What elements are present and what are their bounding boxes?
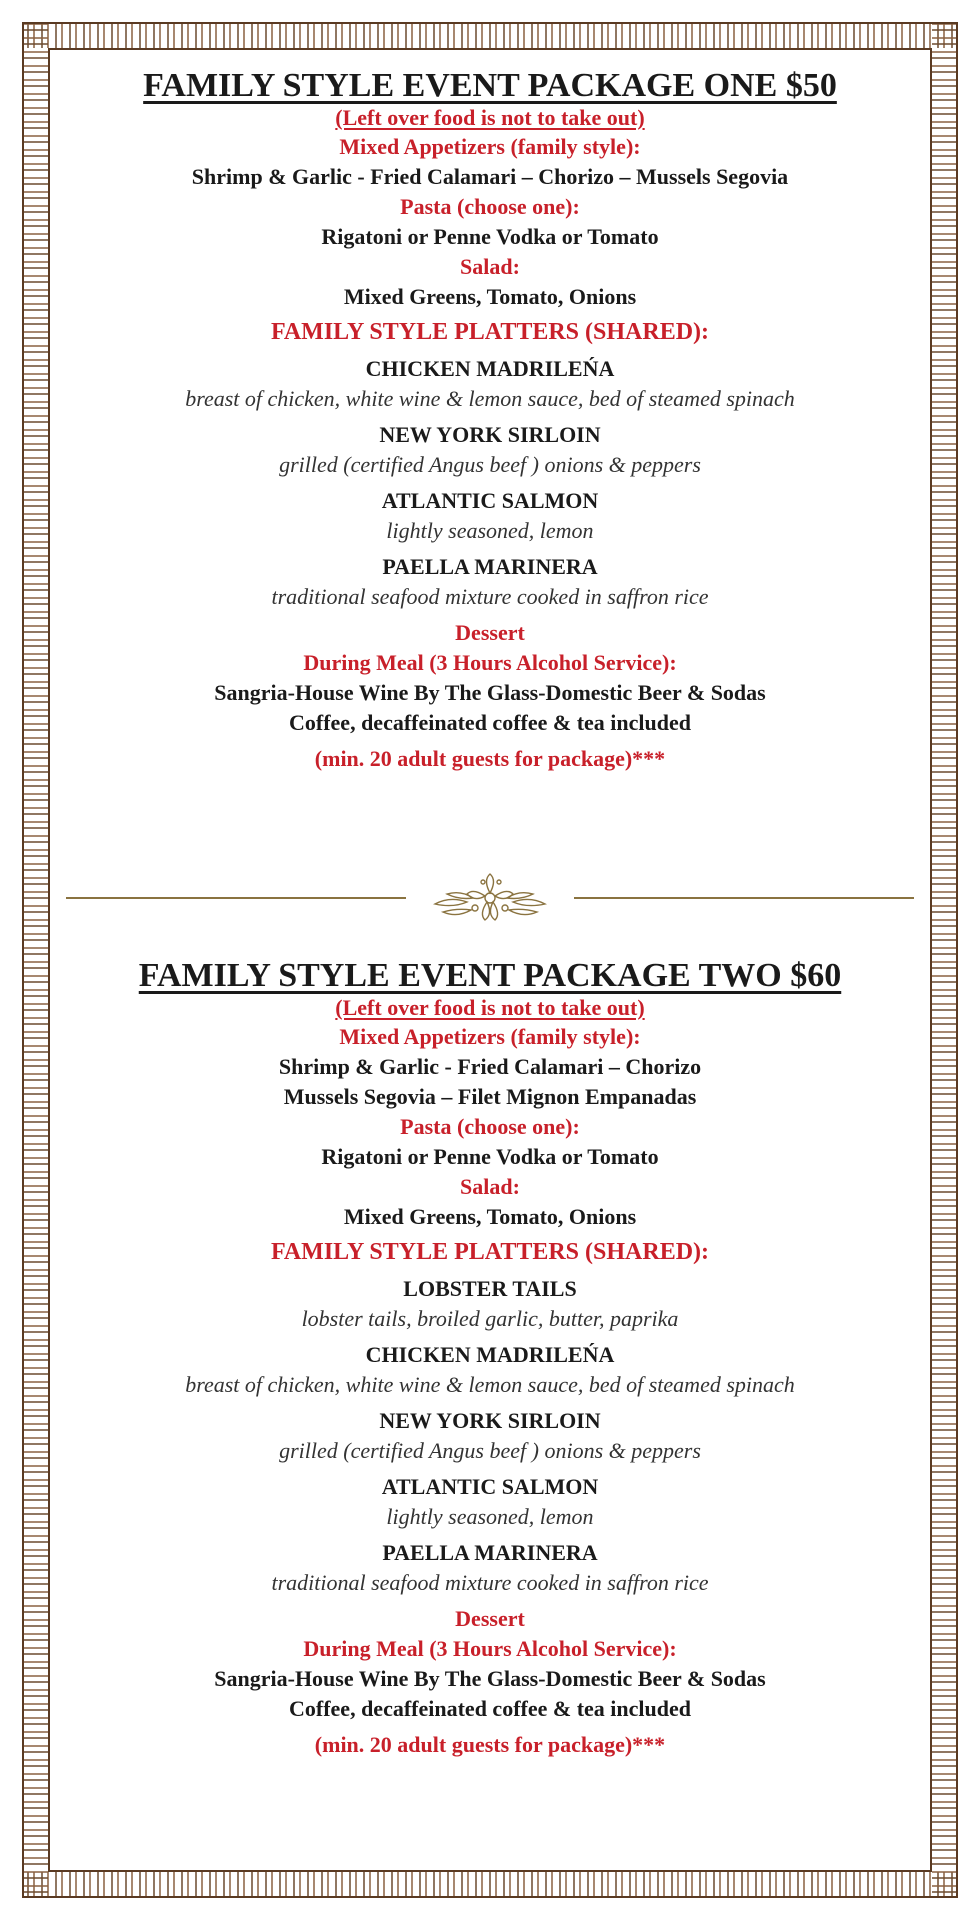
- dish-description: traditional seafood mixture cooked in saffron rice: [271, 584, 709, 609]
- package-two-min-guests: (min. 20 adult guests for package)***: [314, 1732, 666, 1757]
- floral-ornament-icon: [425, 868, 555, 928]
- dish-name: ATLANTIC SALMON: [381, 1474, 599, 1499]
- package-one-dessert: Dessert: [455, 620, 525, 645]
- package-one-title: FAMILY STYLE EVENT PACKAGE ONE $50: [143, 67, 837, 104]
- package-one-note: (Left over food is not to take out): [335, 105, 645, 130]
- package-two-appetizers-heading: Mixed Appetizers (family style):: [339, 1024, 641, 1049]
- dish-name: CHICKEN MADRILEŃA: [365, 356, 615, 381]
- dish-description: lobster tails, broiled garlic, butter, paprika: [301, 1306, 679, 1331]
- package-one-section: [60, 66, 920, 774]
- dish-description: lightly seasoned, lemon: [386, 1504, 594, 1529]
- package-two-section: [60, 956, 920, 1760]
- package-one-service-line: Sangria-House Wine By The Glass-Domestic Beer & Sodas: [214, 680, 766, 705]
- package-two-service-line: Sangria-House Wine By The Glass-Domestic Beer & Sodas: [214, 1666, 766, 1691]
- package-two-appetizers-list-2: Mussels Segovia – Filet Mignon Empanadas: [283, 1084, 697, 1109]
- dish-description: breast of chicken, white wine & lemon sauce, bed of steamed spinach: [185, 386, 795, 411]
- package-two-pasta-text: Rigatoni or Penne Vodka or Tomato: [321, 1144, 659, 1169]
- dish-name: NEW YORK SIRLOIN: [379, 422, 601, 447]
- package-one-platters-heading: FAMILY STYLE PLATTERS (SHARED):: [270, 319, 710, 345]
- package-two-coffee-line: Coffee, decaffeinated coffee & tea included: [289, 1696, 691, 1721]
- package-one-pasta-heading: Pasta (choose one):: [400, 194, 580, 219]
- package-one-appetizers-list: Shrimp & Garlic - Fried Calamari – Chorizo – Mussels Segovia: [191, 164, 789, 189]
- dish-description: lightly seasoned, lemon: [386, 518, 594, 543]
- dish-description: breast of chicken, white wine & lemon sauce, bed of steamed spinach: [185, 1372, 795, 1397]
- package-two-note: (Left over food is not to take out): [335, 995, 645, 1020]
- package-one-pasta-text: Rigatoni or Penne Vodka or Tomato: [321, 224, 659, 249]
- package-two-service-heading: During Meal (3 Hours Alcohol Service):: [303, 1636, 677, 1661]
- dish-name: PAELLA MARINERA: [382, 554, 598, 579]
- dish-description: grilled (certified Angus beef ) onions & peppers: [279, 1438, 701, 1463]
- dish-name: NEW YORK SIRLOIN: [379, 1408, 601, 1433]
- package-two-title: FAMILY STYLE EVENT PACKAGE TWO $60: [138, 957, 842, 994]
- dish-name: ATLANTIC SALMON: [381, 488, 599, 513]
- dish-name: LOBSTER TAILS: [403, 1276, 577, 1301]
- package-one-service-heading: During Meal (3 Hours Alcohol Service):: [303, 650, 677, 675]
- divider-line-left: [66, 897, 406, 899]
- divider-line-right: [574, 897, 914, 899]
- section-divider: [66, 868, 914, 928]
- package-two-platters-heading: FAMILY STYLE PLATTERS (SHARED):: [270, 1239, 710, 1265]
- dish-name: PAELLA MARINERA: [382, 1540, 598, 1565]
- package-one-appetizers-heading: Mixed Appetizers (family style):: [339, 134, 641, 159]
- package-one-min-guests: (min. 20 adult guests for package)***: [314, 746, 666, 771]
- dish-description: grilled (certified Angus beef ) onions & peppers: [279, 452, 701, 477]
- package-one-salad-text: Mixed Greens, Tomato, Onions: [343, 284, 637, 309]
- package-two-salad-heading: Salad:: [460, 1174, 520, 1199]
- dish-name: CHICKEN MADRILEŃA: [365, 1342, 615, 1367]
- package-two-salad-text: Mixed Greens, Tomato, Onions: [343, 1204, 637, 1229]
- package-one-coffee-line: Coffee, decaffeinated coffee & tea included: [289, 710, 691, 735]
- package-two-appetizers-list: Shrimp & Garlic - Fried Calamari – Chorizo: [278, 1054, 702, 1079]
- package-two-dessert: Dessert: [455, 1606, 525, 1631]
- package-two-pasta-heading: Pasta (choose one):: [400, 1114, 580, 1139]
- dish-description: traditional seafood mixture cooked in saffron rice: [271, 1570, 709, 1595]
- package-one-salad-heading: Salad:: [460, 254, 520, 279]
